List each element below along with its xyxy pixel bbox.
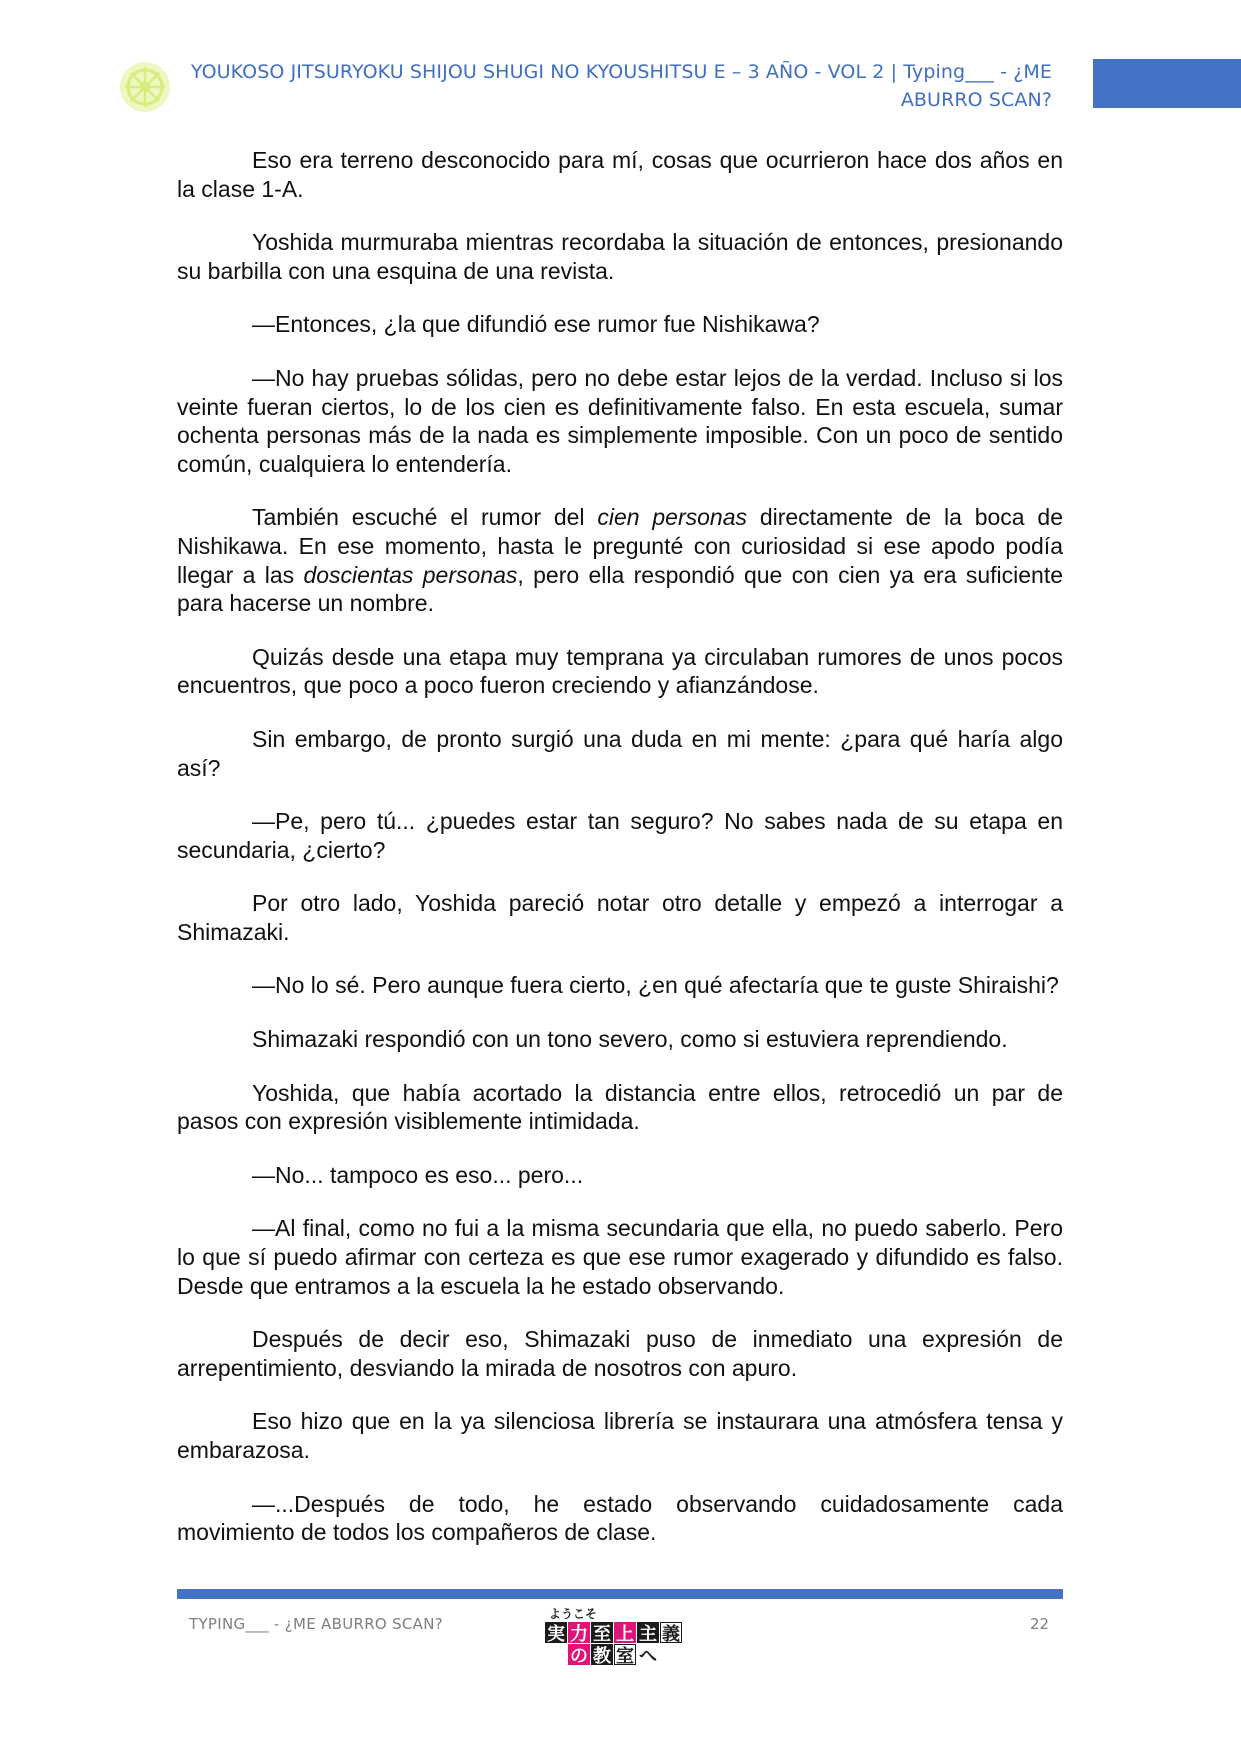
text-run: , pero ella respondió que con cien ya era suficiente para hacerse un nombre.: [177, 561, 1064, 617]
series-logo-row1: [545, 1622, 695, 1643]
paragraph: —...Después de todo, he estado observando cuidadosamente cada movimiento de todos los compañeros de clase.: [177, 1490, 1063, 1546]
logo-char: 力: [570, 1623, 588, 1645]
italic-term: doscientas personas: [303, 561, 518, 588]
logo-char: へ: [639, 1645, 657, 1667]
logo-char: 実: [547, 1623, 565, 1645]
paragraph: —No lo sé. Pero aunque fuera cierto, ¿en qué afectaría que te guste Shiraishi?: [252, 972, 1059, 999]
series-logo: [545, 1607, 695, 1675]
dharma-wheel-icon: [119, 61, 171, 113]
footer-rule: [177, 1589, 1063, 1599]
paragraph: —Entonces, ¿la que difundió ese rumor fue Nishikawa?: [252, 311, 820, 338]
text-run: También escuché el rumor del: [252, 504, 598, 531]
running-header: [190, 58, 1052, 114]
logo-char: 上: [616, 1623, 634, 1645]
series-logo-small: ようこそ: [549, 1607, 598, 1621]
header-title-line1: YOUKOSO JITSURYOKU SHIJOU SHUGI NO KYOUSHITSU E – 3 AÑO - VOL 2 | Typing___ - ¿ME: [190, 61, 1052, 83]
header-accent-bar: [1093, 59, 1241, 108]
footer-credit: TYPING___ - ¿ME ABURRO SCAN?: [189, 1615, 444, 1633]
logo-char: 主: [639, 1623, 657, 1645]
paragraph: —Pe, pero tú... ¿puedes estar tan seguro? No sabes nada de su etapa en secundaria, ¿cierto?: [177, 808, 1063, 863]
page-body: [177, 146, 1063, 1547]
logo-char: 教: [593, 1645, 611, 1667]
paragraph: Yoshida murmuraba mientras recordaba la situación de entonces, presionando su barbilla con una esquina de una revista.: [177, 229, 1063, 284]
logo-char: 至: [593, 1623, 611, 1645]
header-title-line2: ABURRO SCAN?: [900, 89, 1052, 111]
paragraph: Eso hizo que en la ya silenciosa librería se instaurara una atmósfera tensa y embarazosa.: [177, 1408, 1063, 1463]
paragraph: —No hay pruebas sólidas, pero no debe estar lejos de la verdad. Incluso si los veinte fueran ciertos, lo de los cien es definitivamente falso. En esta escuela, sumar ochenta personas más de la nada es simplemente imposible. Con un poco de sentido común, cualquiera lo entendería.: [177, 364, 1063, 477]
logo-char: 室: [616, 1645, 634, 1667]
logo-char: 義: [662, 1623, 680, 1645]
text-run: directamente de la boca de Nishikawa. En ese momento, hasta le pregunté con curiosidad si ese apodo podía llegar a las: [177, 504, 1063, 588]
paragraph: —Al final, como no fui a la misma secundaria que ella, no puedo saberlo. Pero lo que sí puedo afirmar con certeza es que ese rumor exagerado y difundido es falso. Desde que entramos a la escuela la he estado observando.: [177, 1215, 1063, 1299]
series-logo-row2: [545, 1644, 695, 1665]
paragraph: Sin embargo, de pronto surgió una duda en mi mente: ¿para qué haría algo así?: [177, 725, 1063, 781]
page-number: 22: [1030, 1615, 1050, 1633]
paragraph: Después de decir eso, Shimazaki puso de inmediato una expresión de arrepentimiento, desviando la mirada de nosotros con apuro.: [177, 1326, 1063, 1381]
paragraph: Quizás desde una etapa muy temprana ya circulaban rumores de unos pocos encuentros, que poco a poco fueron creciendo y afianzándose.: [177, 643, 1063, 699]
paragraph: Shimazaki respondió con un tono severo, como si estuviera reprendiendo.: [252, 1026, 1008, 1053]
paragraph: Yoshida, que había acortado la distancia entre ellos, retrocedió un par de pasos con expresión visiblemente intimidada.: [177, 1079, 1063, 1135]
paragraph: —No... tampoco es eso... pero...: [252, 1161, 584, 1188]
paragraph: [177, 503, 1063, 617]
logo-char: の: [570, 1645, 588, 1667]
italic-term: cien personas: [597, 504, 747, 531]
paragraph: Por otro lado, Yoshida pareció notar otro detalle y empezó a interrogar a Shimazaki.: [177, 890, 1063, 945]
paragraph: Eso era terreno desconocido para mí, cosas que ocurrieron hace dos años en la clase 1-A.: [177, 147, 1063, 202]
